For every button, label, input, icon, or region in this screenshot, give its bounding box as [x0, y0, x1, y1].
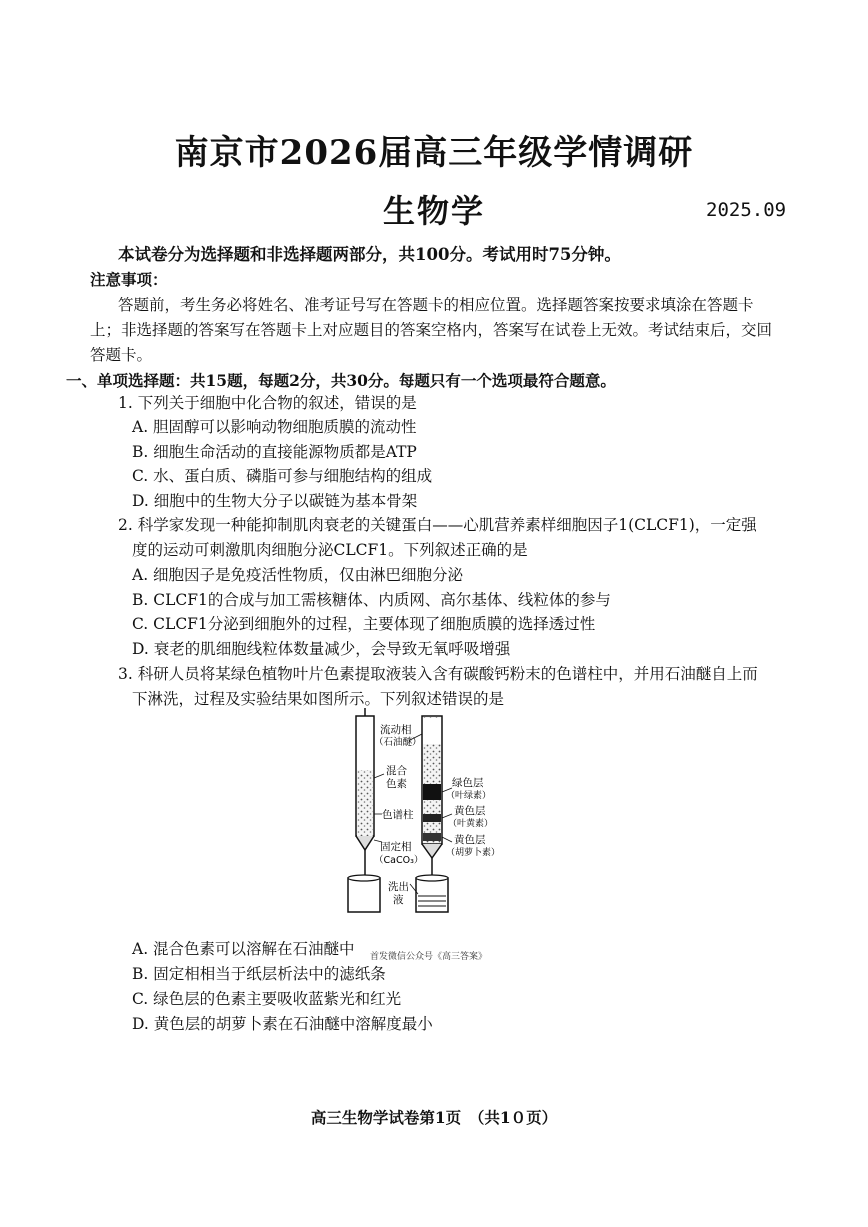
- question-1-option-b: B. 细胞生命活动的直接能源物质都是ATP: [132, 443, 417, 461]
- question-3-option-c: C. 绿色层的色素主要吸收蓝紫光和红光: [132, 990, 402, 1008]
- label-yellow-layer-sub: （叶黄素）: [448, 819, 494, 829]
- label-mixed-pigment: 混合: [386, 765, 407, 777]
- label-carotene-layer-sub: （胡萝卜素）: [446, 848, 501, 858]
- notes-heading: 注意事项：: [90, 270, 168, 289]
- question-2-stem: 2. 科学家发现一种能抑制肌肉衰老的关键蛋白——心肌营养素样细胞因子1(CLCF1)，一定强: [118, 516, 757, 534]
- exam-subject: 生物学: [382, 192, 485, 230]
- question-3-option-b: B. 固定相相当于纸层析法中的滤纸条: [132, 965, 386, 983]
- notes-line: 上；非选择题的答案写在答题卡上对应题目的答案空格内，答案写在试卷上无效。考试结束后，交回: [90, 321, 773, 339]
- label-fixed-phase-sub: （CaCO₃）: [374, 855, 424, 866]
- question-2-option-a: A. 细胞因子是免疫活性物质，仅由淋巴细胞分泌: [132, 566, 464, 584]
- label-eluate: 洗出: [388, 881, 409, 893]
- question-3-stem: 下淋洗，过程及实验结果如图所示。下列叙述错误的是: [132, 690, 505, 708]
- question-1-option-c: C. 水、蛋白质、磷脂可参与细胞结构的组成: [132, 467, 433, 485]
- section-heading: 一、单项选择题：共15题，每题2分，共30分。每题只有一个选项最符合题意。: [66, 371, 616, 390]
- label-mobile-phase: 流动相: [380, 724, 412, 736]
- notes-line: 答题卡。: [90, 346, 153, 364]
- label-green-layer-sub: （叶绿素）: [446, 791, 492, 801]
- label-green-layer: 绿色层: [452, 777, 484, 789]
- label-eluate-2: 液: [393, 894, 404, 906]
- label-fixed-phase: 固定相: [380, 841, 412, 853]
- question-1-stem: 1. 下列关于细胞中化合物的叙述，错误的是: [118, 394, 417, 412]
- chromatography-figure: [330, 708, 520, 918]
- page-footer: 高三生物学试卷第1页 （共1０页）: [310, 1108, 558, 1127]
- label-carotene-layer: 黄色层: [454, 834, 486, 846]
- label-mixed-pigment-2: 色素: [386, 778, 407, 790]
- question-2-stem: 度的运动可刺激肌肉细胞分泌CLCF1。下列叙述正确的是: [132, 541, 528, 559]
- label-column: 色谱柱: [382, 809, 414, 821]
- question-3-option-d: D. 黄色层的胡萝卜素在石油醚中溶解度最小: [132, 1015, 433, 1033]
- exam-summary: 本试卷分为选择题和非选择题两部分，共100分。考试用时75分钟。: [118, 245, 621, 264]
- notes-line: 答题前，考生务必将姓名、准考证号写在答题卡的相应位置。选择题答案按要求填涂在答题卡: [118, 296, 754, 314]
- question-1-option-d: D. 细胞中的生物大分子以碳链为基本骨架: [132, 492, 418, 510]
- question-1-option-a: A. 胆固醇可以影响动物细胞质膜的流动性: [132, 418, 417, 436]
- label-yellow-layer: 黄色层: [454, 805, 486, 817]
- exam-date: 2025.09: [706, 199, 787, 221]
- question-2-option-c: C. CLCF1分泌到细胞外的过程，主要体现了细胞质膜的选择透过性: [132, 615, 596, 633]
- question-3-stem: 3. 科研人员将某绿色植物叶片色素提取液装入含有碳酸钙粉末的色谱柱中，并用石油醚自上而: [118, 665, 758, 683]
- exam-title: 南京市2026届高三年级学情调研: [174, 133, 694, 173]
- question-3-option-a: A. 混合色素可以溶解在石油醚中: [132, 940, 355, 958]
- watermark: 首发微信公众号《高三答案》: [370, 952, 488, 962]
- question-2-option-b: B. CLCF1的合成与加工需核糖体、内质网、高尔基体、线粒体的参与: [132, 591, 611, 609]
- label-mobile-phase-sub: （石油醚）: [374, 737, 422, 748]
- question-2-option-d: D. 衰老的肌细胞线粒体数量减少，会导致无氧呼吸增强: [132, 640, 511, 658]
